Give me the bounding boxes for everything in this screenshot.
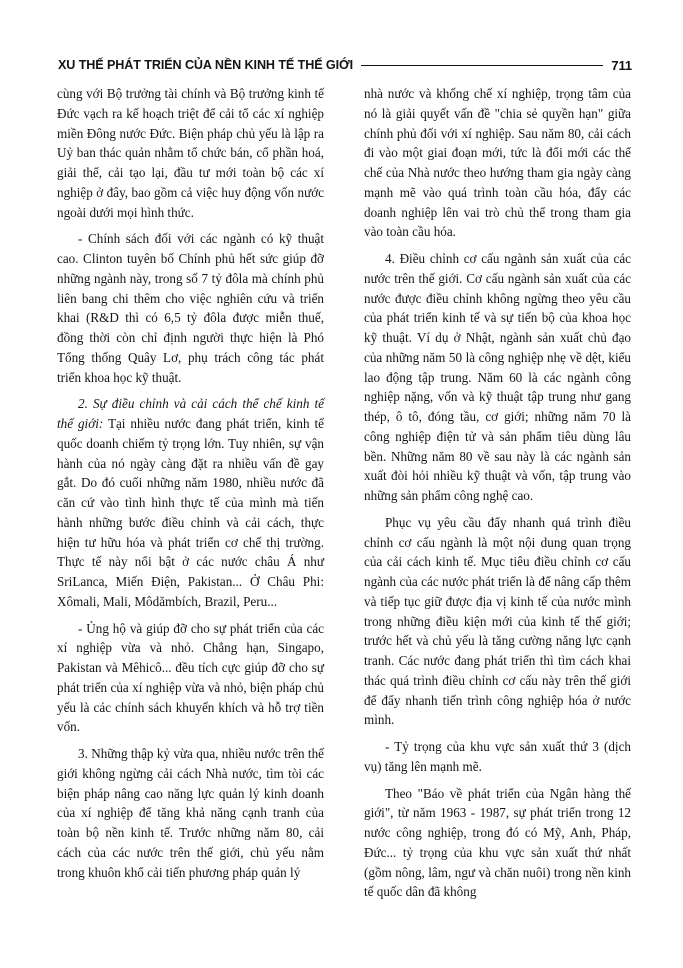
- running-title: XU THẾ PHÁT TRIỂN CỦA NỀN KINH TẾ THẾ GIỚI: [58, 58, 354, 72]
- running-header: [58, 54, 632, 76]
- paragraph-body: Tại nhiều nước đang phát triển, kinh tế quốc doanh chiếm tỷ trọng lớn. Tuy nhiên, sự vận hành của nó ngày càng đặt ra nhiều vấn đề gay gắt. Do đó cuối những năm 1980, nhiều nước đã căn cứ vào tình hình thực tế của mình mà tiến hành những bước điều chỉnh và cải cách, thực hiện tư hữu hóa và phát triển cơ chế thị trường. Thực tế này nổi bật ở các nước châu Á như SriLanca, Miến Điện, Pakistan... Ở Châu Phi: Xômali, Mali, Môdămbích, Brazil, Peru...: [57, 416, 324, 609]
- paragraph: Phục vụ yêu cầu đẩy nhanh quá trình điều chỉnh cơ cấu ngành là một nội dung quan trọng của cải cách kinh tế. Mục tiêu điều chỉnh cơ cấu ngành của các nước phát triển là để nâng cấp thêm và tiếp tục giữ được địa vị kinh tế của nước mình trong những điều kiện mới của kinh tế thế giới; trước hết và chủ yếu là tăng cường năng lực cạnh tranh. Các nước đang phát triển thì tìm cách khai thác quá trình điều chỉnh cơ cấu này trên thế giới để đẩy nhanh tiến trình công nghiệp hóa ở nước mình.: [364, 514, 631, 728]
- right-column: [364, 84, 631, 902]
- left-column: [57, 84, 324, 882]
- paragraph: - Tỷ trọng của khu vực sản xuất thứ 3 (dịch vụ) tăng lên mạnh mẽ.: [364, 739, 631, 774]
- paragraph: cùng với Bộ trưởng tài chính và Bộ trưởng kinh tế Đức vạch ra kế hoạch triệt để cải tổ các xí nghiệp miền Đông nước Đức. Biện pháp chủ yếu là lập ra Uỷ ban thác quản nhằm tổ chức bán, cổ phần hoá, giải thể, cải tạo lại, đầu tư mới toàn bộ các xí nghiệp ở đây, bao gồm cả việc huy động vốn nước ngoài dưới mọi hình thức.: [57, 86, 324, 220]
- paragraph: - Chính sách đối với các ngành có kỹ thuật cao. Clinton tuyên bố Chính phủ hết sức giúp đỡ những ngành này, trong số 7 tỷ đôla mà chính phủ liên bang chi thêm cho việc nghiên cứu và triển khai (R&D thì có 6,5 tỷ đôla được miễn thuế, đồng thời còn chỉ định người thực hiện là Phó Tổng thống Quây Lơ, phụ trách công tác phát triển khoa học kỹ thuật.: [57, 231, 324, 385]
- page-number: 711: [611, 57, 632, 73]
- paragraph: 3. Những thập kỷ vừa qua, nhiều nước trên thế giới không ngừng cải cách Nhà nước, tìm tòi các biện pháp nâng cao năng lực quản lý kinh doanh của xí nghiệp để tăng khả năng cạnh tranh của toàn bộ nền kinh tế. Trước những năm 80, cải cách của các nước trên thế giới, chủ yếu nằm trong khuôn khổ cải tiến phương pháp quản lý: [57, 746, 324, 880]
- section-heading-italic: 2. Sự điều chỉnh và cải cách thể chế kinh tế thế giới:: [57, 396, 324, 431]
- paragraph: [57, 394, 324, 611]
- paragraph: nhà nước và khống chế xí nghiệp, trọng tâm của nó là giải quyết vấn đề "chia sẻ quyền hạn" giữa chính phủ đối với xí nghiệp. Sau năm 80, cải cách đi vào một giai đoạn mới, tức là đổi mới các thể chế của Nhà nước theo hướng tham gia ngày càng mạnh mẽ vào quá trình toàn cầu hóa, đẩy các doanh nghiệp lên vai trò chủ thể trong tham gia vào toàn cầu hóa.: [364, 86, 631, 240]
- header-rule: [361, 65, 603, 66]
- paragraph: Theo "Báo về phát triển của Ngân hàng thế giới", từ năm 1963 - 1987, sự phát triển trong 12 nước công nghiệp, trong đó có Mỹ, Anh, Pháp, Đức... tỷ trọng của khu vực sản xuất thứ nhất (gồm nông, lâm, ngư và chăn nuôi) trong nền kinh tế quốc dân đã không: [364, 785, 631, 900]
- paragraph: 4. Điều chỉnh cơ cấu ngành sản xuất của các nước trên thế giới. Cơ cấu ngành sản xuất của các nước được điều chỉnh không ngừng theo yêu cầu của phát triển kinh tế và sự tiến bộ của khoa học kỹ thuật. Ví dụ ở Nhật, ngành sản xuất chủ đạo của những năm 50 là công nghiệp nhẹ về dệt, kiểu lao động tập trung. Năm 60 là các ngành công nghiệp nặng, vốn và kỹ thuật tập trung như gang thép, ô tô, đóng tầu, cơ giới; những năm 70 là công nghiệp điện tử và sản phẩm tiêu dùng lâu bền. Những năm 80 về sau này là các ngành sản xuất đòi hỏi nhiều kỹ thuật và vốn, tập trung vào những sản phẩm công nghệ cao.: [364, 251, 631, 503]
- paragraph: - Ủng hộ và giúp đỡ cho sự phát triển của các xí nghiệp vừa và nhỏ. Chẳng hạn, Singapo, Pakistan và Mêhicô... đều tích cực giúp đỡ cho sự phát triển của xí nghiệp vừa và nhỏ, biện pháp chủ yếu là các chính sách khuyến khích và hỗ trợ tiền vốn.: [57, 620, 324, 735]
